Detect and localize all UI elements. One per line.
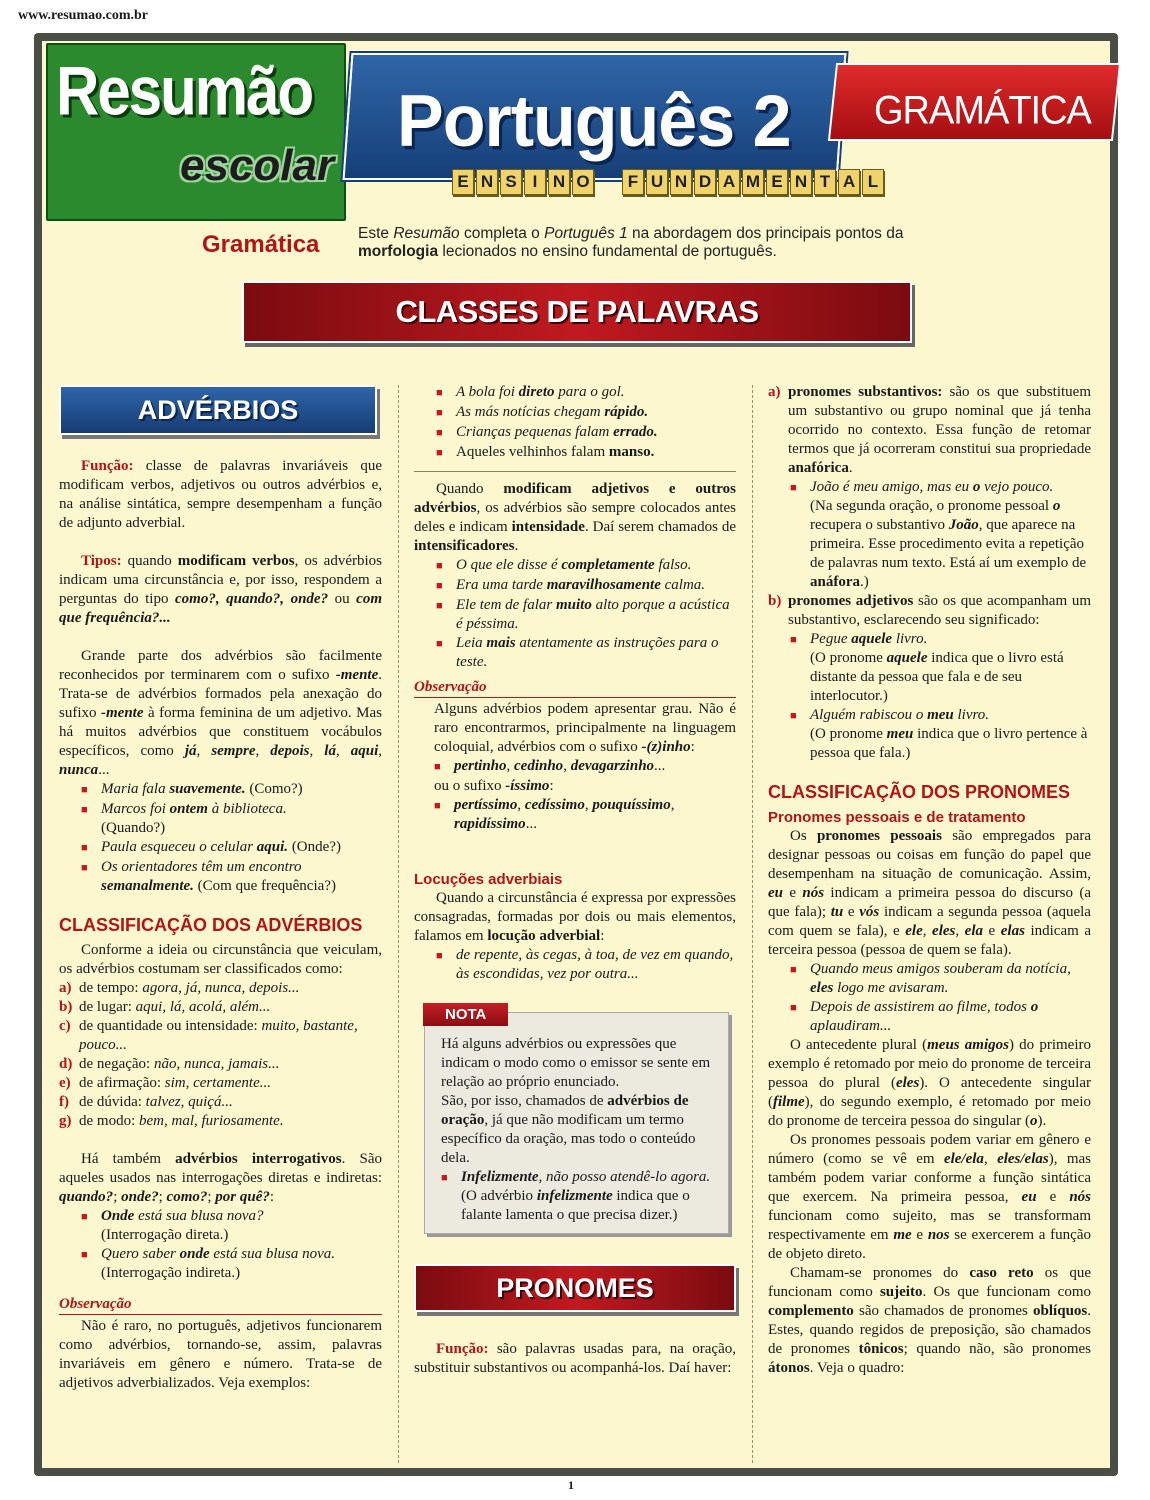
example-item: ■ Os orientadores têm um encontro semanalmente. (Com que frequência?) <box>81 859 336 894</box>
nota-box: NOTA Há alguns advérbios ou expressões que indicam o modo como o emissor se sente em relação ao próprio enunciado. São, por isso, chamados de advérbios de oração, já que não modificam um termo específico da oração, mas todo o conteúdo dela. ■ Infelizmente, não posso atendê-lo agora. (O advérbio infelizmente indica que o falante lamenta o que precisa dizer.) <box>424 1012 729 1234</box>
example-item: ■ João é meu amigo, mas eu o vejo pouco. (Na segunda oração, o pronome pessoal o recupera o substantivo João, que aparece na primeira. Esse procedimento evita a repetição de palavras num texto. Está aí um exemplo de anáfora.) <box>790 479 1087 590</box>
example-item: ■ Marcos foi ontem à biblioteca. (Quando?) <box>81 801 287 836</box>
letter-tile: N <box>790 169 812 195</box>
example-item: ■ Aqueles velhinhos falam manso. <box>436 444 655 460</box>
example-item: ■ Alguém rabiscou o meu livro. (O pronome meu indica que o livro pertence à pessoa que fala.) <box>790 707 1088 761</box>
site-url: www.resumao.com.br <box>18 8 149 23</box>
variacao-paragraph: Os pronomes pessoais podem variar em gênero e número (como se vê em ele/ela, eles/elas), mas também podem variar conforme a função sintática que exercem. Na primeira pessoa, eu e nós funcionam como sujeito, mas se transformam respectivamente em me e nos se exercerem a função de objeto direto. <box>768 1132 1091 1262</box>
letter-tile: L <box>862 169 884 195</box>
example-item: ■ Leia mais atentamente as instruções para o teste. <box>436 635 719 670</box>
example-item: ■ Infelizmente, não posso atendê-lo agora. (O advérbio infelizmente indica que o falante lamenta o que precisa dizer.) <box>441 1169 711 1223</box>
example-item: ■ pertinho, cedinho, devagarzinho... <box>434 758 666 774</box>
letter-tile: N <box>670 169 692 195</box>
intensificadores-paragraph: Quando modificam adjetivos e outros advérbios, os advérbios são sempre colocados antes deles e indicam intensidade. Daí serem chamados de intensificadores. <box>414 481 737 554</box>
adverb-type-list <box>59 979 382 1131</box>
adverbios-heading: ADVÉRBIOS <box>59 385 377 435</box>
subject-label: GRAMÁTICA <box>874 89 1091 134</box>
letter-tile: M <box>742 169 764 195</box>
letter-tile: A <box>718 169 740 195</box>
observacao-label: Observação <box>59 1295 382 1315</box>
list-item: b) de lugar: aqui, lá, acolá, além... <box>59 999 271 1015</box>
example-item: ■ Maria fala suavemente. (Como?) <box>81 781 303 797</box>
column-1 <box>59 385 382 1393</box>
intro-heading: Gramática <box>202 231 320 258</box>
example-item: ■ de repente, às cegas, à toa, de vez em quando, às escondidas, vez por outra... <box>436 947 734 982</box>
funcao-paragraph: Função: classe de palavras invariáveis que modificam verbos, adjetivos ou outros advérbios e, na análise sintática, sempre desempenham a função de adjunto adverbial. <box>59 458 382 531</box>
example-item: ■ O que ele disse é completamente falso. <box>436 557 692 573</box>
list-item: f) de dúvida: talvez, quiçá... <box>59 1094 233 1110</box>
letter-tile: U <box>646 169 668 195</box>
letter-tile: D <box>694 169 716 195</box>
column-divider <box>752 385 753 1463</box>
intro-text: Este Resumão completa o Português 1 na abordagem dos principais pontos da morfologia lecionados no ensino fundamental de português. <box>358 225 904 260</box>
column-divider <box>398 385 399 1463</box>
example-item: ■ Ele tem de falar muito alto porque a acústica é péssima. <box>436 597 730 632</box>
tipos-paragraph: Tipos: quando modificam verbos, os advérbios indicam uma circunstância e, por isso, respondem a perguntas do tipo como?, quando?, onde? ou com que frequência?... <box>59 553 382 626</box>
letter-tile: I <box>524 169 546 195</box>
letter-tile: S <box>500 169 522 195</box>
brand-main: Resumão <box>56 52 313 130</box>
observacao-text: Não é raro, no português, adjetivos funcionarem como advérbios, tornando-se, assim, palavras invariáveis em gênero e número. Trata-se de adjetivos adverbializados. Veja exemplos: <box>59 1318 382 1391</box>
divider <box>414 471 736 472</box>
antecedente-paragraph: O antecedente plural (meus amigos) do primeiro exemplo é retomado por meio do pronome de terceira pessoa do plural (eles). O antecedente singular (filme), do segundo exemplo, é retomado por meio do pronome de terceira pessoa do singular (o). <box>768 1037 1091 1129</box>
page-paper <box>42 41 1110 1468</box>
classificacao-pronomes-heading: CLASSIFICAÇÃO DOS PRONOMES <box>768 782 1071 802</box>
example-item: ■ Quero saber onde está sua blusa nova. (Interrogação indireta.) <box>81 1246 336 1281</box>
example-item: ■ Paula esqueceu o celular aqui. (Onde?) <box>81 839 341 855</box>
caso-reto-paragraph: Chamam-se pronomes do caso reto os que funcionam como sujeito. Os que funcionam como complemento são chamados de pronomes oblíquos. Estes, quando regidos de preposição, são chamados de pronomes tônicos; quando não, são pronomes átonos. Veja o quadro: <box>768 1265 1091 1376</box>
example-item: ■ A bola foi direto para o gol. <box>436 384 625 400</box>
pronomes-heading: PRONOMES <box>414 1264 736 1312</box>
brand-sub: escolar <box>180 141 335 190</box>
letter-tile: N <box>548 169 570 195</box>
mente-paragraph: Grande parte dos advérbios são facilmente reconhecidos por terminarem com o sufixo -mente. Trata-se de advérbios formados pela anexação do sufixo -mente à forma feminina de um adjetivo. Mas há muitos advérbios que constituem vocábulos específicos, como já, sempre, depois, lá, aqui, nunca... <box>59 648 383 778</box>
letter-tile: A <box>838 169 860 195</box>
pronomes-funcao-paragraph: Função: são palavras usadas para, na oração, substituir substantivos ou acompanhá-los. Daí haver: <box>414 1341 736 1376</box>
example-item: ■ pertíssimo, cedíssimo, pouquíssimo, rapidíssimo... <box>434 797 675 832</box>
example-item: ■ Era uma tarde maravilhosamente calma. <box>436 577 706 593</box>
letter-tile: N <box>476 169 498 195</box>
list-item: c) de quantidade ou intensidade: muito, bastante, pouco... <box>59 1018 358 1053</box>
interrogativos-paragraph: Há também advérbios interrogativos. São aqueles usados nas interrogações diretas e indiretas: quando?; onde?; como?; por quê?: <box>59 1151 383 1205</box>
letter-tile: F <box>622 169 644 195</box>
page-number: 1 <box>568 1478 574 1492</box>
letter-tile: O <box>572 169 594 195</box>
locucoes-heading: Locuções adverbiais <box>414 871 563 888</box>
brand-logo <box>46 43 346 221</box>
pronome-type-b: b) pronomes adjetivos são os que acompanham um substantivo, esclarecendo seu significado: <box>768 593 1091 628</box>
letter-tile: T <box>814 169 836 195</box>
level-tiles <box>452 169 884 195</box>
page-title: Português 2 <box>397 80 791 162</box>
pronomes-pessoais-heading: Pronomes pessoais e de tratamento <box>768 809 1026 826</box>
class-intro: Conforme a ideia ou circunstância que veiculam, os advérbios costumam ser classificados como: <box>59 942 382 977</box>
example-item: ■ Depois de assistirem ao filme, todos o aplaudiram... <box>790 999 1039 1034</box>
column-2 <box>414 383 736 1378</box>
example-item: ■ Pegue aquele livro. (O pronome aquele indica que o livro está distante da pessoa que fala e de seu interlocutor.) <box>790 631 1064 704</box>
column-3 <box>768 383 1091 1378</box>
example-item: ■ Quando meus amigos souberam da notícia, eles logo me avisaram. <box>790 961 1071 996</box>
list-item: a) de tempo: agora, já, nunca, depois... <box>59 980 300 996</box>
list-item: e) de afirmação: sim, certamente... <box>59 1075 272 1091</box>
nota-tag: NOTA <box>423 1003 508 1026</box>
list-item: g) de modo: bem, mal, furiosamente. <box>59 1113 284 1129</box>
locucoes-paragraph: Quando a circunstância é expressa por expressões consagradas, formadas por dois ou mais elementos, falamos em locução adverbial: <box>414 890 736 944</box>
pessoais-paragraph: Os pronomes pessoais são empregados para designar pessoas ou coisas em função do papel que desempenham na situação de comunicação. Assim, eu e nós indicam a primeira pessoa do discurso (a que fala); tu e vós indicam a segunda pessoa (aquela com quem se fala), e ele, eles, ela e elas indicam a terceira pessoa (pessoa de quem se fala). <box>768 828 1092 958</box>
example-item: ■ Onde está sua blusa nova? (Interrogação direta.) <box>81 1208 264 1243</box>
classificacao-adverbios-heading: CLASSIFICAÇÃO DOS ADVÉRBIOS <box>59 915 363 935</box>
section-banner: CLASSES DE PALAVRAS <box>242 281 912 343</box>
example-item: ■ Crianças pequenas falam errado. <box>436 424 658 440</box>
page-frame <box>34 33 1118 1476</box>
pronome-type-a: a) pronomes substantivos: são os que substituem um substantivo ou grupo nominal que já tenha ocorrido no contexto. Essa função de retomar termos que já ocorreram constitui sua propriedade anafórica. <box>768 384 1091 476</box>
observacao-block: Alguns advérbios podem apresentar grau. Não é raro encontrarmos, principalmente na linguagem coloquial, advérbios com o sufixo -(z)inho: ■ pertinho, cedinho, devagarzinho... ou o sufixo -íssimo: ■ pertíssimo, cedíssimo, pouquíssimo, rapidíssimo... <box>434 701 736 832</box>
list-item: d) de negação: não, nunca, jamais... <box>59 1056 280 1072</box>
letter-tile: E <box>766 169 788 195</box>
example-item: ■ As más notícias chegam rápido. <box>436 404 649 420</box>
observacao-label: Observação <box>414 678 736 698</box>
letter-tile: E <box>452 169 474 195</box>
